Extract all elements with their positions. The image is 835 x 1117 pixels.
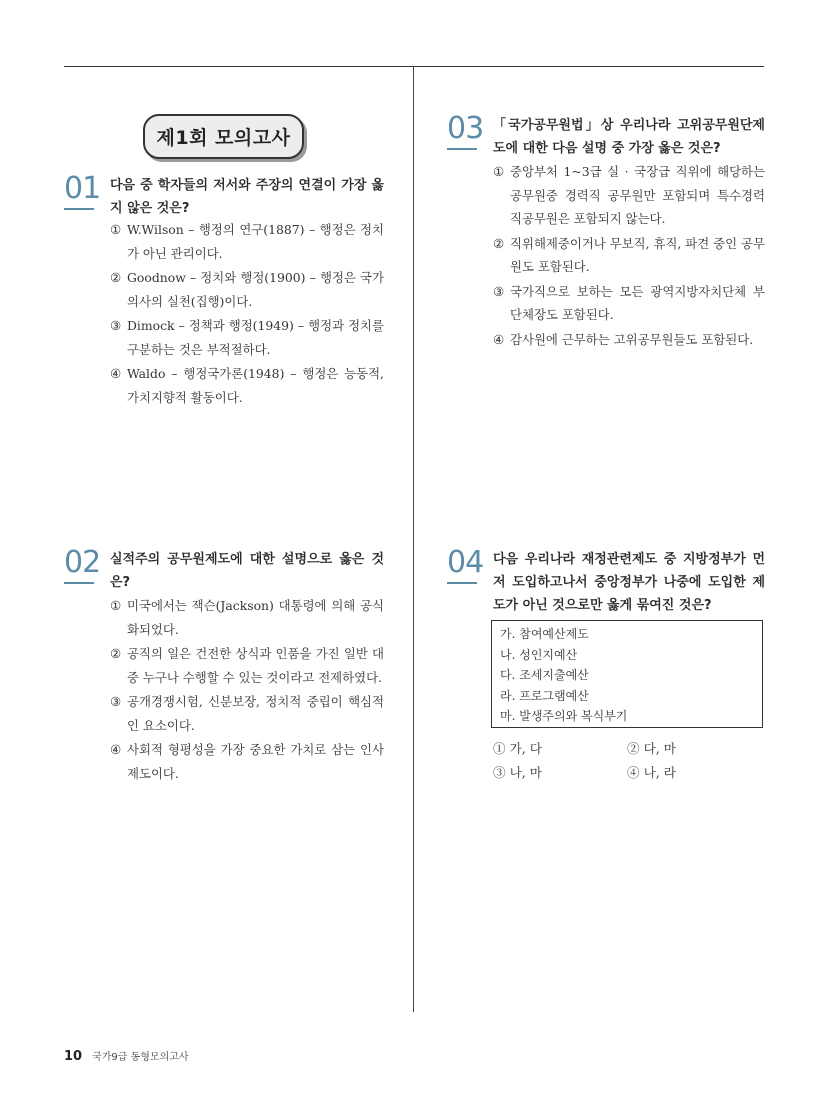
answer-options	[493, 738, 761, 784]
given-items-box	[491, 620, 763, 728]
choice-4	[110, 738, 384, 785]
answer-option-3: ③ 나, 마	[493, 765, 542, 780]
choice-text: 사회적 형평성을 가장 중요한 가치로 삼는 인사제도이다.	[127, 742, 384, 781]
question-stem: 다음 중 학자들의 저서와 주장의 연결이 가장 옳지 않은 것은?	[110, 178, 384, 216]
question-01	[64, 171, 384, 414]
answer-option-2: ② 다, 마	[627, 741, 676, 756]
choice-text: 국가직으로 보하는 모든 광역지방자치단체 부단체장도 포함된다.	[510, 283, 765, 322]
choice-text: 중앙부처 1~3급 실 · 국장급 직위에 해당하는 공무원중 경력직 공무원만 포함되며 특수경력직공무원은 포함되지 않는다.	[510, 164, 765, 226]
question-02	[64, 545, 384, 808]
choice-list	[110, 594, 384, 786]
choice-2	[110, 642, 384, 689]
choice-mark: ③	[493, 283, 505, 299]
book-title: 국가9급 동형모의고사	[92, 1052, 189, 1063]
choice-text: Waldo – 행정국가론(1948) – 행정은 능동적, 가치지향적 활동이다.	[127, 366, 384, 405]
top-rule	[64, 66, 764, 67]
exam-title: 제1회 모의고사	[143, 114, 304, 159]
choice-3	[110, 690, 384, 737]
choice-mark: ④	[110, 742, 122, 757]
question-04	[447, 545, 765, 798]
choice-text: 공개경쟁시험, 신분보장, 정치적 중립이 핵심적인 요소이다.	[127, 694, 384, 733]
choice-mark: ③	[110, 318, 122, 333]
given-item: 마. 발생주의와 복식부기	[500, 709, 628, 723]
given-item: 나. 성인지예산	[500, 647, 578, 662]
choice-mark: ①	[110, 598, 122, 613]
choice-text: 미국에서는 잭슨(Jackson) 대통령에 의해 공식화되었다.	[127, 598, 384, 637]
given-item: 다. 조세지출예산	[500, 668, 589, 682]
given-item: 가. 참여예산제도	[500, 627, 589, 641]
choice-mark: ①	[493, 164, 505, 179]
answer-option-4: ④ 나, 라	[627, 765, 676, 780]
page-footer	[64, 1048, 189, 1064]
choice-list	[110, 218, 384, 410]
question-number: 01	[64, 171, 101, 206]
question-number: 04	[447, 545, 484, 580]
choice-4	[110, 362, 384, 409]
choice-1	[110, 218, 384, 265]
choice-mark: ②	[110, 270, 122, 285]
question-number-underline	[64, 208, 94, 210]
choice-list	[493, 160, 765, 352]
question-number-underline	[64, 582, 94, 584]
choice-text: W.Wilson – 행정의 연구(1887) – 행정은 정치가 아닌 관리이다.	[127, 222, 384, 261]
question-stem: 실적주의 공무원제도에 대한 설명으로 옳은 것은?	[110, 552, 384, 590]
choice-2	[493, 232, 765, 279]
choice-mark: ③	[110, 694, 122, 709]
question-number: 02	[64, 545, 101, 580]
choice-mark: ④	[110, 366, 122, 381]
choice-4	[493, 328, 765, 352]
answer-option-1: ① 가, 다	[493, 741, 542, 756]
question-03	[447, 111, 765, 374]
choice-1	[493, 160, 765, 231]
column-divider	[413, 66, 414, 1012]
question-number-underline	[447, 148, 477, 150]
question-number: 03	[447, 111, 484, 146]
choice-text: Dimock – 정책과 행정(1949) – 행정과 정치를 구분하는 것은 부적절하다.	[127, 318, 384, 357]
choice-2	[110, 266, 384, 313]
page-number: 10	[64, 1049, 83, 1064]
choice-1	[110, 594, 384, 641]
choice-mark: ①	[110, 222, 122, 237]
question-number-underline	[447, 582, 477, 584]
given-item: 라. 프로그램예산	[500, 688, 589, 703]
choice-mark: ②	[110, 646, 122, 661]
question-stem: 「국가공무원법」상 우리나라 고위공무원단제도에 대한 다음 설명 중 가장 옳은 것은?	[493, 118, 765, 156]
choice-text: 감사원에 근무하는 고위공무원들도 포함된다.	[510, 331, 754, 347]
choice-3	[110, 314, 384, 361]
choice-text: 공직의 일은 건전한 상식과 인품을 가진 일반 대중 누구나 수행할 수 있는 것이라고 전제하였다.	[127, 646, 384, 685]
choice-text: 직위해제중이거나 무보직, 휴직, 파견 중인 공무원도 포함된다.	[510, 235, 765, 274]
choice-mark: ②	[493, 235, 505, 251]
choice-mark: ④	[493, 331, 505, 347]
choice-3	[493, 280, 765, 327]
question-stem: 다음 우리나라 재정관련제도 중 지방정부가 먼저 도입하고나서 중앙정부가 나중에 도입한 제도가 아닌 것으로만 옳게 묶여진 것은?	[493, 552, 765, 613]
choice-text: Goodnow – 정치와 행정(1900) – 행정은 국가의사의 실천(집행)이다.	[127, 270, 384, 309]
